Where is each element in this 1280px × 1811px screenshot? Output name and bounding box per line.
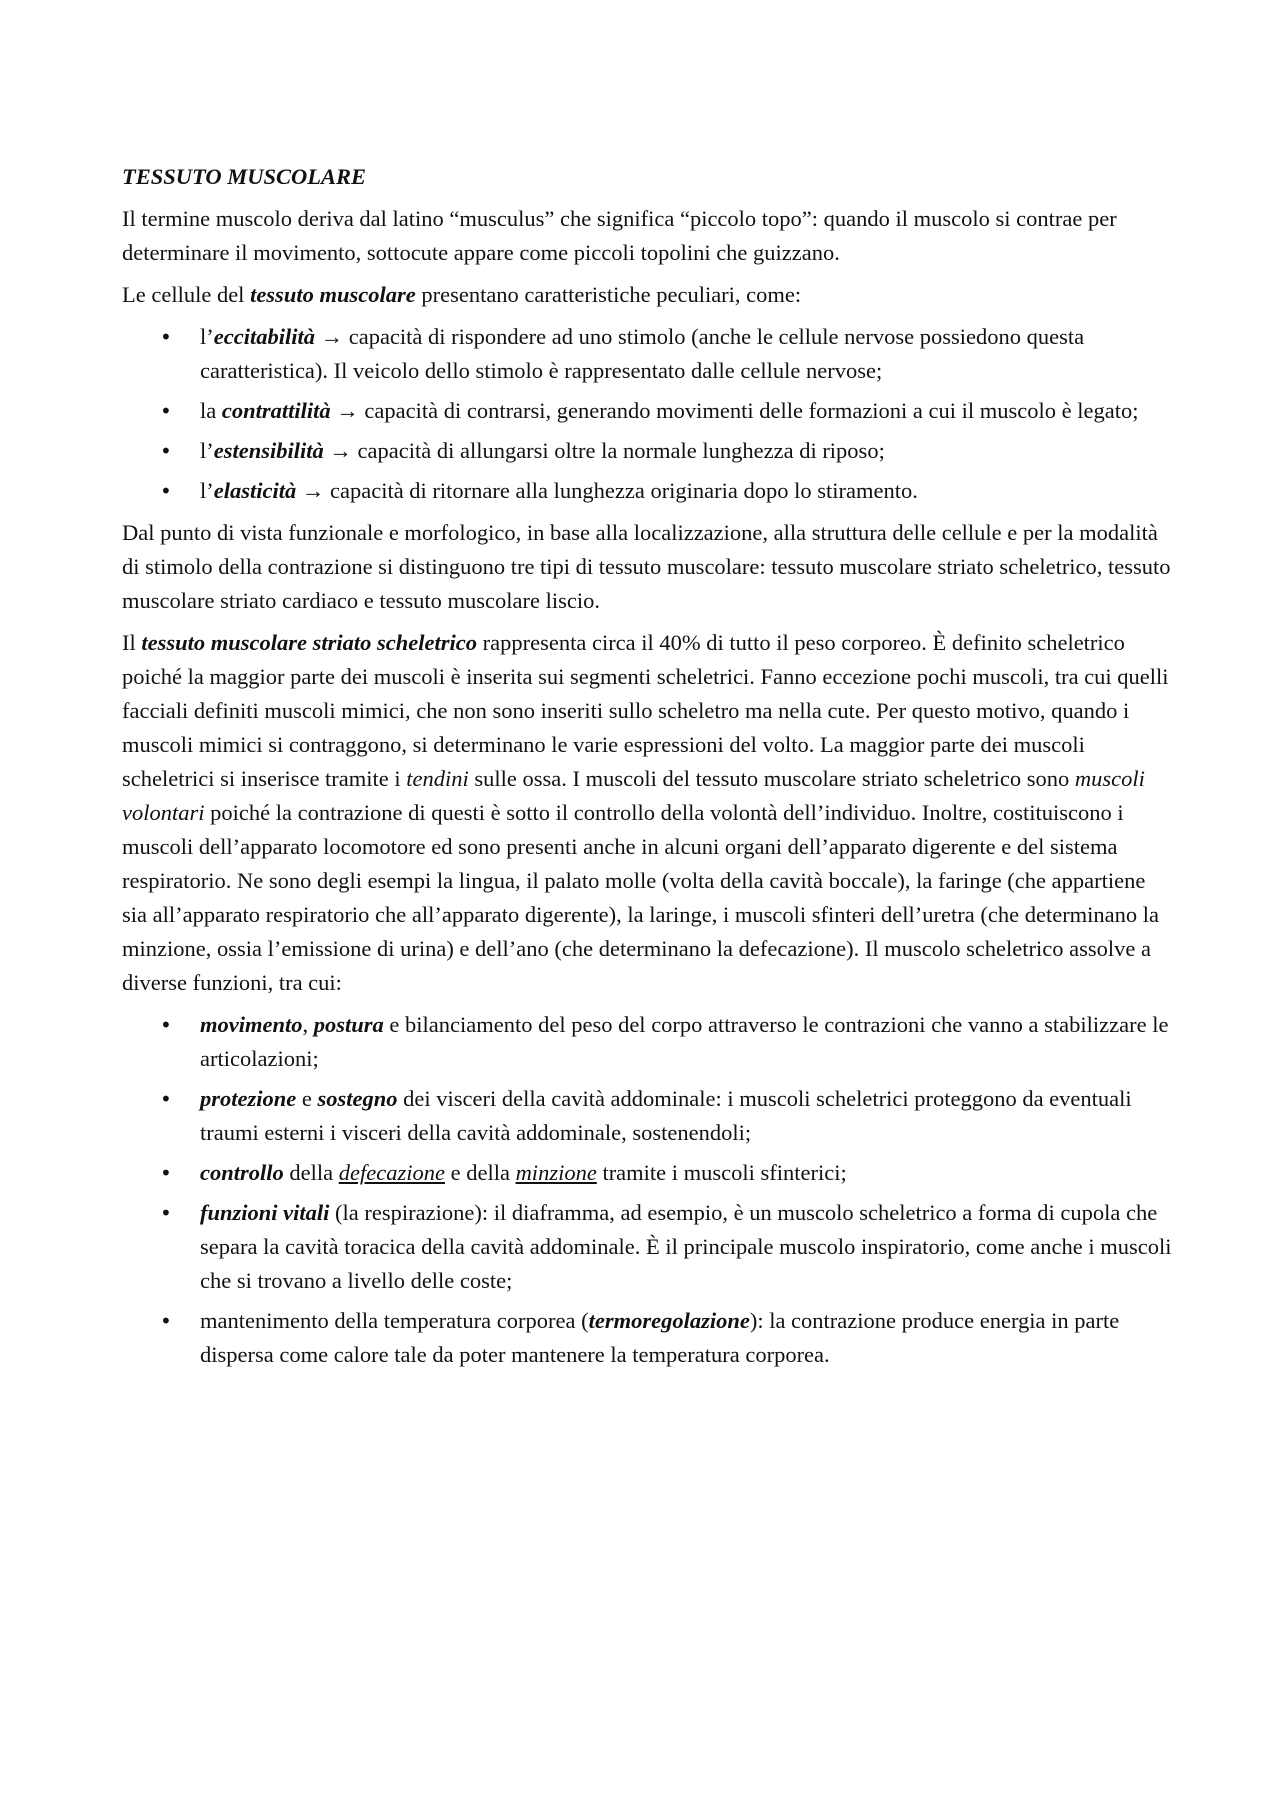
text-span: → capacità di allungarsi oltre la normale lunghezza di riposo; xyxy=(323,438,885,463)
list-item-termoregolazione xyxy=(200,1304,1172,1372)
text-span: Le cellule del xyxy=(122,282,251,307)
text-span: la xyxy=(200,398,222,423)
list-item-contrattilita xyxy=(200,394,1172,428)
text-span: ): la contrazione produce energia in parte dispersa come calore tale da poter mantenere la temperatura corporea. xyxy=(200,1308,1120,1367)
term-eccitabilita: eccitabilità xyxy=(213,324,315,349)
cells-paragraph xyxy=(122,278,1172,312)
list-item-protezione xyxy=(200,1082,1172,1150)
term-tendini: tendini xyxy=(406,766,469,791)
term-protezione: protezione xyxy=(200,1086,297,1111)
text-span: poiché la contrazione di questi è sotto il controllo della volontà dell’individuo. Inoltre, costituiscono i muscoli dell’apparato locomotore ed sono presenti anche in alcuni organi dell’apparato digerente e del sistema respiratorio. Ne sono degli esempi la lingua, il palato molle (volta della cavità boccale), la faringe (che appartiene sia all’apparato respiratorio che all’apparato digerente), la laringe, i muscoli sfinteri dell’uretra (che determinano la minzione, ossia l’emissione di urina) e dell’ano (che determinano la defecazione). Il muscolo scheletrico assolve a diverse funzioni, tra cui: xyxy=(122,800,1160,995)
skeletal-paragraph xyxy=(122,626,1172,1000)
types-paragraph: Dal punto di vista funzionale e morfologico, in base alla localizzazione, alla struttura delle cellule e per la modalità di stimolo della contrazione si distinguono tre tipi di tessuto muscolare: tessuto muscolare striato scheletrico, tessuto muscolare striato cardiaco e tessuto muscolare liscio. xyxy=(122,520,1171,613)
term-estensibilita: estensibilità xyxy=(213,438,324,463)
text-span: (la respirazione): il diaframma, ad esempio, è un muscolo scheletrico a forma di cupola che separa la cavità toracica della cavità addominale. È il principale muscolo inspiratorio, come anche i muscoli che si trovano a livello delle coste; xyxy=(200,1200,1172,1293)
document-page xyxy=(122,160,1172,1380)
term-controllo: controllo xyxy=(200,1160,284,1185)
term-defecazione: defecazione xyxy=(338,1160,445,1185)
term-movimento: movimento xyxy=(200,1012,303,1037)
text-span: e xyxy=(296,1086,318,1111)
text-span: → capacità di contrarsi, generando movimenti delle formazioni a cui il muscolo è legato; xyxy=(330,398,1139,423)
list-item-funzioni-vitali xyxy=(200,1196,1172,1298)
text-span: Il xyxy=(122,630,142,655)
term-minzione: minzione xyxy=(515,1160,597,1185)
list-item-elasticita xyxy=(200,474,1172,508)
text-span: sulle ossa. I muscoli del tessuto muscolare striato scheletrico sono xyxy=(468,766,1075,791)
text-span: e bilanciamento del peso del corpo attraverso le contrazioni che vanno a stabilizzare le articolazioni; xyxy=(200,1012,1169,1071)
text-span: e della xyxy=(444,1160,516,1185)
text-span: → capacità di ritornare alla lunghezza originaria dopo lo stiramento. xyxy=(296,478,918,503)
term-sostegno: sostegno xyxy=(317,1086,398,1111)
term-funzioni-vitali: funzioni vitali xyxy=(200,1200,330,1225)
term-postura: postura xyxy=(313,1012,384,1037)
text-span: presentano caratteristiche peculiari, come: xyxy=(415,282,802,307)
list-item-movimento xyxy=(200,1008,1172,1076)
term-contrattilita: contrattilità xyxy=(221,398,331,423)
text-span: rappresenta circa il 40% di tutto il peso corporeo. È definito scheletrico poiché la maggior parte dei muscoli è inserita sui segmenti scheletrici. Fanno eccezione pochi muscoli, tra cui quelli facciali definiti muscoli mimici, che non sono inseriti sullo scheletro ma nella cute. Per questo motivo, quando i muscoli mimici si contraggono, si determinano le varie espressioni del volto. La maggior parte dei muscoli scheletrici si inserisce tramite i xyxy=(122,630,1169,791)
term-termoregolazione: termoregolazione xyxy=(588,1308,750,1333)
functions-list xyxy=(122,1008,1172,1372)
text-span: → capacità di rispondere ad uno stimolo (anche le cellule nervose possiedono questa caratteristica). Il veicolo dello stimolo è rappresentato dalle cellule nervose; xyxy=(200,324,1085,383)
term-muscoli-volontari: muscoli volontari xyxy=(122,766,1145,825)
term-striato-scheletrico: tessuto muscolare striato scheletrico xyxy=(141,630,478,655)
list-item-estensibilita xyxy=(200,434,1172,468)
text-span: l’ xyxy=(200,478,214,503)
text-span: dei visceri della cavità addominale: i muscoli scheletrici proteggono da eventuali traumi esterni i visceri della cavità addominale, sostenendoli; xyxy=(200,1086,1132,1145)
term-elasticita: elasticità xyxy=(213,478,297,503)
document-title: TESSUTO MUSCOLARE xyxy=(122,164,367,189)
list-item-controllo xyxy=(200,1156,1172,1190)
properties-list xyxy=(122,320,1172,508)
term-tessuto-muscolare: tessuto muscolare xyxy=(250,282,416,307)
text-span: tramite i muscoli sfinterici; xyxy=(596,1160,847,1185)
intro-paragraph: Il termine muscolo deriva dal latino “musculus” che significa “piccolo topo”: quando il muscolo si contrae per determinare il movimento, sottocute appare come piccoli topolini che guizzano. xyxy=(122,206,1117,265)
text-span: l’ xyxy=(200,438,214,463)
text-span: , xyxy=(302,1012,314,1037)
text-span: l’ xyxy=(200,324,214,349)
list-item-eccitabilita xyxy=(200,320,1172,388)
text-span: della xyxy=(283,1160,339,1185)
text-span: mantenimento della temperatura corporea ( xyxy=(200,1308,589,1333)
